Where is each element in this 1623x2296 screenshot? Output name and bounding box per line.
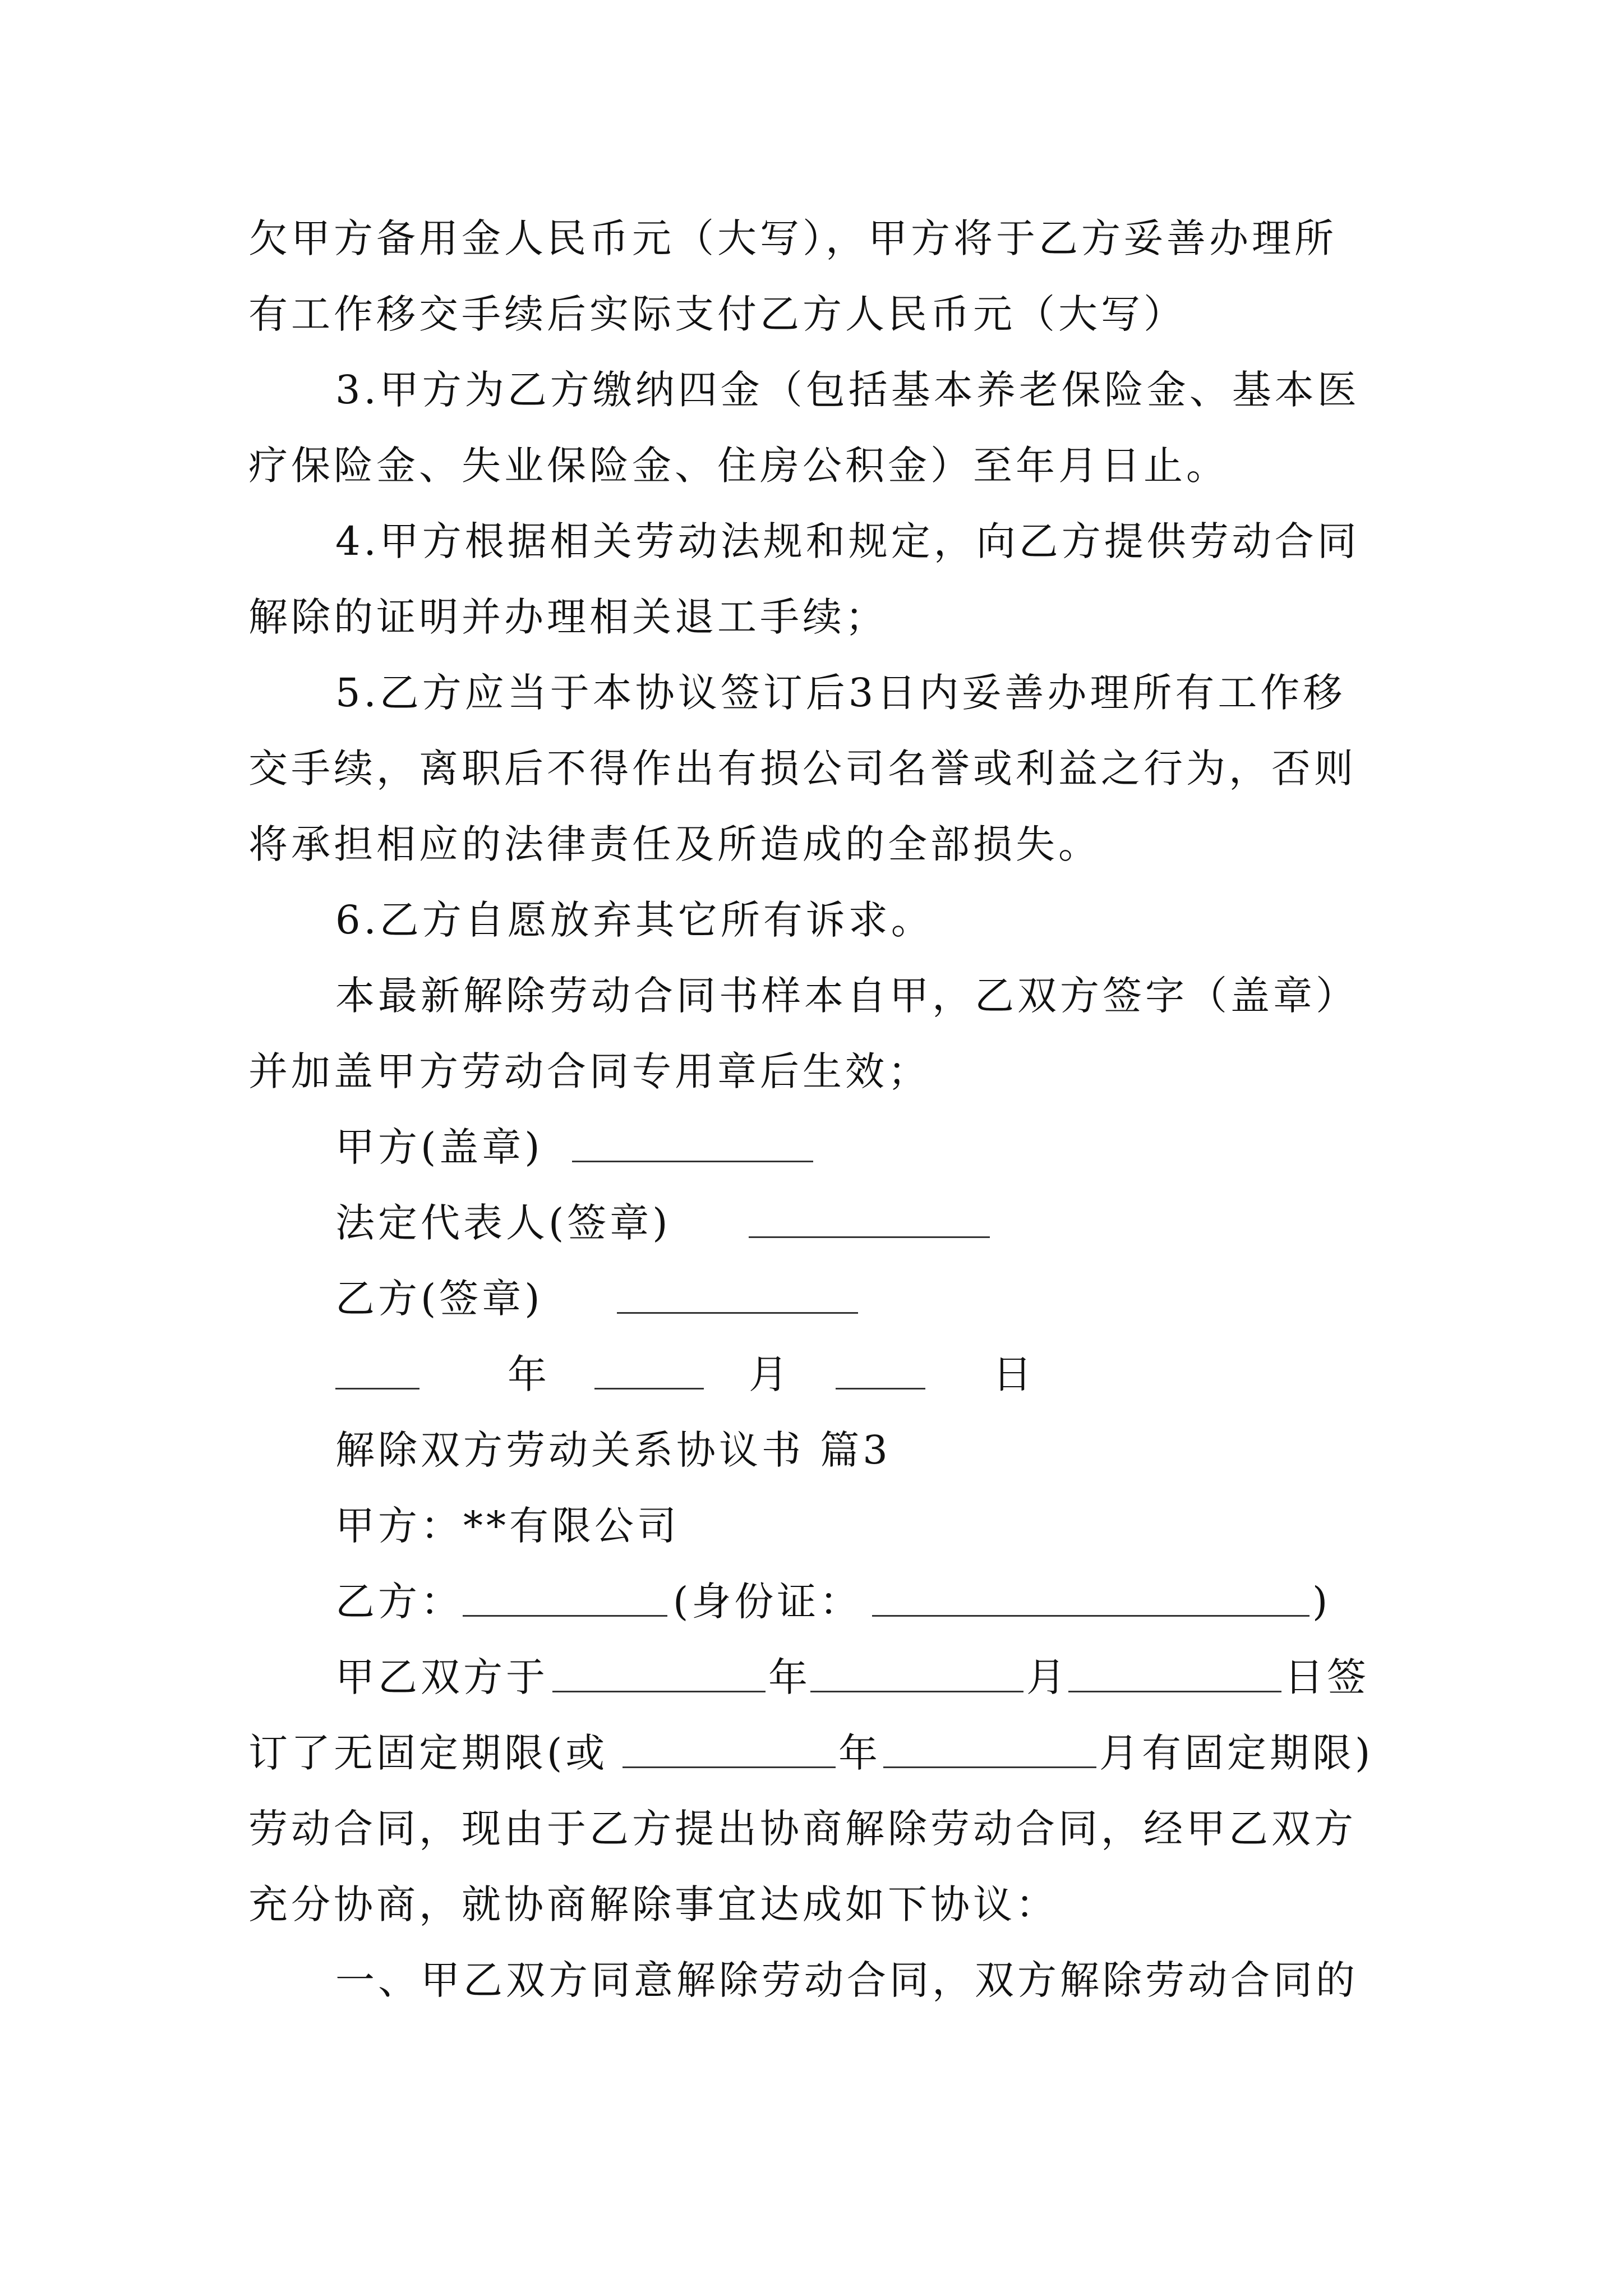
term-year-blank xyxy=(623,1766,836,1768)
text-line xyxy=(0,811,1623,878)
signed-month-blank xyxy=(810,1691,1023,1692)
text-line-content: 5.乙方应当于本协议签订后3日内妥善办理所有工作移 xyxy=(335,670,1346,716)
party-b-signature-line xyxy=(0,1265,1623,1332)
text-line-content: 4.甲方根据相关劳动法规和规定，向乙方提供劳动合同 xyxy=(335,518,1360,564)
text-line xyxy=(0,280,1623,348)
text-line xyxy=(0,1871,1623,1938)
signature-date-line xyxy=(0,1341,1623,1408)
text-line-content: 解除的证明并办理相关退工手续； xyxy=(248,594,888,640)
date-day-blank xyxy=(836,1388,925,1389)
section-party-b-label: 乙方： xyxy=(335,1579,463,1625)
text-line xyxy=(0,205,1623,272)
text-line xyxy=(0,583,1623,651)
id-number-label: (身份证： xyxy=(673,1579,863,1625)
text-line xyxy=(0,356,1623,424)
text-line xyxy=(0,1947,1623,2014)
contract-term-line xyxy=(0,1719,1623,1787)
section-heading: 解除双方劳动关系协议书 篇3 xyxy=(335,1427,891,1473)
signed-date-prefix: 甲乙双方于 xyxy=(335,1654,548,1700)
legal-rep-signature-label: 法定代表人(签章) xyxy=(335,1200,671,1246)
text-line xyxy=(0,659,1623,726)
date-year-blank xyxy=(335,1388,419,1389)
signed-year-label: 年 xyxy=(768,1654,811,1700)
id-number-close: ) xyxy=(1312,1579,1331,1625)
text-line-content: 并加盖甲方劳动合同专用章后生效； xyxy=(248,1048,930,1094)
signed-month-label: 月 xyxy=(1026,1654,1069,1700)
text-line-content: 将承担相应的法律责任及所造成的全部损失。 xyxy=(248,821,1101,867)
date-day-label: 日 xyxy=(993,1351,1035,1397)
date-month-blank xyxy=(594,1388,704,1389)
text-line-content: 欠甲方备用金人民币元（大写），甲方将于乙方妥善办理所 xyxy=(248,215,1337,261)
text-line xyxy=(0,735,1623,802)
legal-rep-signature-blank xyxy=(749,1236,990,1238)
contract-term-suffix: 月有固定期限) xyxy=(1099,1730,1374,1776)
text-line-content: 充分协商，就协商解除事宜达成如下协议： xyxy=(248,1881,1058,1927)
party-b-name-blank xyxy=(463,1615,667,1617)
text-line xyxy=(0,1795,1623,1862)
party-a-seal-blank xyxy=(572,1161,813,1162)
text-line xyxy=(0,1038,1623,1105)
contract-term-prefix: 订了无固定期限(或 xyxy=(248,1730,608,1776)
signed-day-label: 日签 xyxy=(1284,1654,1370,1700)
text-line-content: 一、甲乙双方同意解除劳动合同，双方解除劳动合同的 xyxy=(335,1957,1358,2003)
text-line-content: 3.甲方为乙方缴纳四金（包括基本养老保险金、基本医 xyxy=(335,367,1360,413)
signed-day-blank xyxy=(1068,1691,1281,1692)
party-b-signature-blank xyxy=(617,1312,858,1314)
text-line-content: 疗保险金、失业保险金、住房公积金）至年月日止。 xyxy=(248,443,1229,489)
party-a-seal-label: 甲方(盖章) xyxy=(335,1124,543,1170)
party-b-signature-label: 乙方(签章) xyxy=(335,1276,543,1322)
date-year-label: 年 xyxy=(508,1351,550,1397)
text-line xyxy=(0,508,1623,575)
term-year-label: 年 xyxy=(838,1730,881,1776)
text-line-content: 6.乙方自愿放弃其它所有诉求。 xyxy=(335,897,934,943)
text-line xyxy=(0,962,1623,1029)
text-line-content: 本最新解除劳动合同书样本自甲，乙双方签字（盖章） xyxy=(335,973,1358,1019)
signed-year-blank xyxy=(552,1691,766,1692)
section-party-b-line xyxy=(0,1568,1623,1635)
party-a-seal-line xyxy=(0,1114,1623,1181)
text-line-content: 劳动合同，现由于乙方提出协商解除劳动合同，经甲乙双方 xyxy=(248,1806,1357,1852)
term-month-blank xyxy=(883,1766,1096,1768)
id-number-blank xyxy=(872,1615,1310,1617)
text-line-content: 交手续，离职后不得作出有损公司名誉或利益之行为，否则 xyxy=(248,746,1357,792)
legal-rep-signature-line xyxy=(0,1189,1623,1257)
section-heading-line xyxy=(0,1416,1623,1484)
section-party-a: 甲方：**有限公司 xyxy=(335,1503,680,1549)
section-party-a-line xyxy=(0,1492,1623,1559)
text-line xyxy=(0,886,1623,954)
text-line-content: 有工作移交手续后实际支付乙方人民币元（大写） xyxy=(248,291,1186,337)
text-line xyxy=(0,432,1623,499)
signed-date-line xyxy=(0,1644,1623,1711)
date-month-label: 月 xyxy=(749,1351,791,1397)
